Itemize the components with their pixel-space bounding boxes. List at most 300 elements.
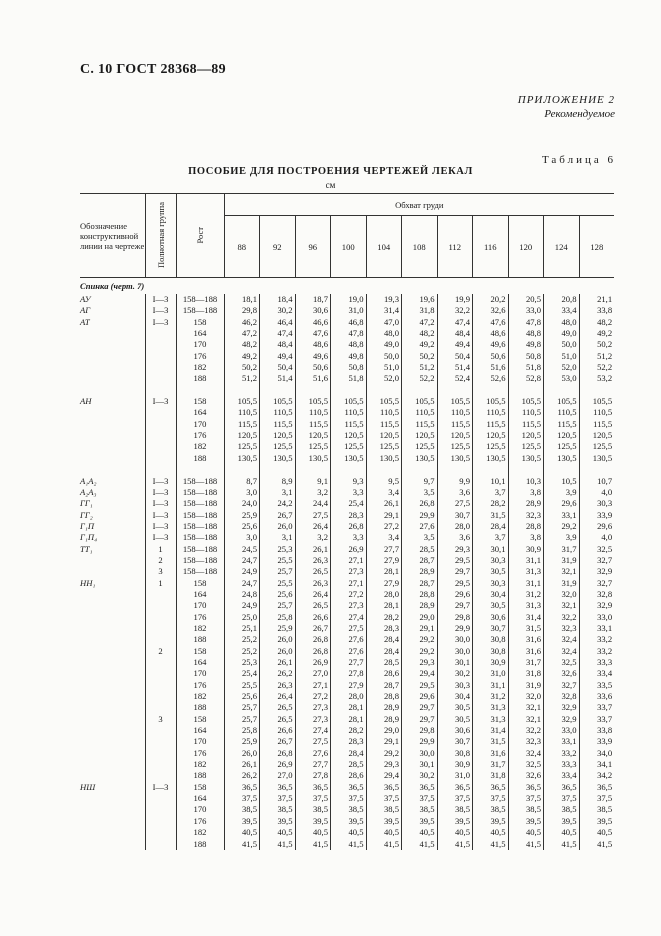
table-row	[80, 770, 614, 781]
cell-height	[176, 464, 224, 475]
cell-value: 37,5	[544, 793, 580, 804]
cell-value: 28,9	[508, 498, 544, 509]
cell-value: 10,5	[544, 476, 580, 487]
table-row	[80, 476, 614, 487]
cell-value: 32,5	[544, 657, 580, 668]
cell-value: 27,1	[331, 578, 367, 589]
cell-group	[145, 770, 176, 781]
cell-designation	[80, 770, 145, 781]
cell-value: 48,0	[366, 328, 402, 339]
cell-value: 32,0	[508, 691, 544, 702]
cell-height: 158—188	[176, 566, 224, 577]
cell-value: 31,3	[473, 714, 509, 725]
cell-value: 26,6	[295, 612, 331, 623]
cell-value: 50,6	[295, 362, 331, 373]
cell-height: 158	[176, 396, 224, 407]
cell-value: 38,5	[473, 804, 509, 815]
cell-group	[145, 668, 176, 679]
cell-value: 33,0	[544, 725, 580, 736]
cell-value: 19,0	[331, 294, 367, 305]
cell-group	[145, 725, 176, 736]
cell-value: 20,2	[473, 294, 509, 305]
cell-value: 49,6	[295, 351, 331, 362]
cell-group	[145, 839, 176, 850]
cell-value: 33,8	[579, 305, 614, 316]
cell-value: 18,7	[295, 294, 331, 305]
cell-value: 26,3	[295, 555, 331, 566]
cell-value: 50,2	[224, 362, 260, 373]
cell-value: 36,5	[473, 782, 509, 793]
cell-value: 29,7	[437, 600, 473, 611]
cell-height: 158	[176, 646, 224, 657]
cell-designation	[80, 464, 145, 475]
cell-value: 31,6	[508, 634, 544, 645]
cell-value: 27,2	[295, 691, 331, 702]
cell-value: 27,0	[295, 668, 331, 679]
cell-value: 47,8	[508, 317, 544, 328]
cell-value: 3,9	[544, 487, 580, 498]
cell-value: 37,5	[579, 793, 614, 804]
table-row	[80, 521, 614, 532]
cell-value: 25,0	[224, 612, 260, 623]
table-row	[80, 578, 614, 589]
cell-value: 27,7	[366, 544, 402, 555]
cell-height: 164	[176, 793, 224, 804]
table-row	[80, 566, 614, 577]
cell-value: 125,5	[295, 441, 331, 452]
cell-value: 37,5	[224, 793, 260, 804]
cell-value: 28,7	[402, 555, 438, 566]
cell-value: 50,2	[579, 339, 614, 350]
cell-value: 26,7	[260, 510, 296, 521]
table-row	[80, 804, 614, 815]
cell-value: 40,5	[579, 827, 614, 838]
cell-value: 115,5	[579, 419, 614, 430]
cell-value: 115,5	[331, 419, 367, 430]
cell-value	[366, 464, 402, 475]
cell-value: 28,2	[473, 498, 509, 509]
cell-value: 31,8	[473, 770, 509, 781]
cell-value	[224, 464, 260, 475]
cell-value: 48,2	[579, 317, 614, 328]
cell-value: 47,8	[331, 328, 367, 339]
cell-value: 24,4	[295, 498, 331, 509]
cell-value: 33,2	[579, 634, 614, 645]
section-title: Спинка (черт. 7)	[80, 281, 145, 291]
cell-value: 32,3	[544, 623, 580, 634]
cell-group	[145, 600, 176, 611]
table-row	[80, 532, 614, 543]
table-row	[80, 793, 614, 804]
cell-designation	[80, 725, 145, 736]
cell-value: 30,1	[437, 657, 473, 668]
cell-value: 29,0	[366, 725, 402, 736]
cell-value: 31,8	[402, 305, 438, 316]
cell-value: 28,1	[331, 702, 367, 713]
cell-value: 27,7	[331, 657, 367, 668]
table-row	[80, 305, 614, 316]
cell-value: 3,2	[295, 532, 331, 543]
cell-value: 25,8	[260, 612, 296, 623]
cell-value: 26,2	[260, 668, 296, 679]
cell-value: 120,5	[437, 430, 473, 441]
cell-height: 158	[176, 782, 224, 793]
cell-designation: НН₁	[80, 577, 96, 588]
cell-designation	[80, 759, 145, 770]
cell-value: 25,4	[331, 498, 367, 509]
cell-group: I—3	[145, 476, 176, 487]
cell-group: I—3	[145, 317, 176, 328]
cell-value: 28,0	[331, 691, 367, 702]
cell-value	[579, 464, 614, 475]
table-row	[80, 691, 614, 702]
cell-value: 105,5	[544, 396, 580, 407]
cell-height: 170	[176, 600, 224, 611]
cell-value	[224, 385, 260, 396]
cell-group	[145, 351, 176, 362]
cell-value: 33,3	[579, 657, 614, 668]
cell-height: 158—188	[176, 532, 224, 543]
cell-value: 28,4	[366, 646, 402, 657]
cell-value: 31,9	[508, 680, 544, 691]
cell-value: 31,3	[508, 566, 544, 577]
cell-value: 29,2	[402, 634, 438, 645]
cell-value: 105,5	[579, 396, 614, 407]
cell-value: 24,7	[224, 578, 260, 589]
cell-value: 26,8	[295, 646, 331, 657]
cell-value	[260, 385, 296, 396]
cell-designation	[80, 407, 145, 418]
cell-value: 115,5	[224, 419, 260, 430]
cell-height: 164	[176, 407, 224, 418]
table-row	[80, 339, 614, 350]
cell-value: 27,3	[331, 566, 367, 577]
cell-value: 28,9	[366, 702, 402, 713]
cell-group	[145, 430, 176, 441]
cell-value: 46,8	[331, 317, 367, 328]
cell-value: 41,5	[437, 839, 473, 850]
cell-value: 29,5	[437, 555, 473, 566]
cell-value: 30,0	[402, 748, 438, 759]
table-row	[80, 748, 614, 759]
cell-value: 115,5	[260, 419, 296, 430]
cell-value: 36,5	[224, 782, 260, 793]
table-row	[80, 657, 614, 668]
cell-value: 30,1	[473, 544, 509, 555]
header-chest-size: 88	[224, 216, 260, 278]
cell-value: 49,0	[544, 328, 580, 339]
cell-value: 31,2	[473, 691, 509, 702]
cell-height: 188	[176, 770, 224, 781]
cell-height: 170	[176, 736, 224, 747]
cell-value: 40,5	[331, 827, 367, 838]
cell-group: 3	[145, 714, 176, 725]
cell-designation	[80, 385, 145, 396]
cell-height: 158—188	[176, 305, 224, 316]
cell-value: 28,2	[366, 612, 402, 623]
cell-value: 120,5	[260, 430, 296, 441]
cell-value: 32,7	[544, 680, 580, 691]
cell-value: 32,4	[544, 646, 580, 657]
cell-value: 3,7	[473, 532, 509, 543]
cell-group	[145, 612, 176, 623]
cell-value: 25,6	[224, 521, 260, 532]
cell-value: 33,1	[544, 736, 580, 747]
cell-value: 26,1	[366, 498, 402, 509]
cell-value: 29,7	[402, 714, 438, 725]
cell-value: 25,8	[224, 725, 260, 736]
cell-value: 28,9	[402, 600, 438, 611]
cell-value: 26,8	[402, 498, 438, 509]
cell-value: 26,7	[260, 736, 296, 747]
cell-value: 40,5	[260, 827, 296, 838]
cell-value: 41,5	[544, 839, 580, 850]
cell-value: 31,9	[544, 578, 580, 589]
cell-value: 28,5	[402, 544, 438, 555]
cell-value: 33,2	[544, 748, 580, 759]
cell-value: 3,3	[331, 532, 367, 543]
cell-group: 2	[145, 646, 176, 657]
table-row	[80, 736, 614, 747]
cell-designation	[80, 362, 145, 373]
cell-value: 37,5	[508, 793, 544, 804]
cell-designation	[80, 793, 145, 804]
cell-value: 51,2	[224, 373, 260, 384]
cell-value	[402, 385, 438, 396]
cell-value: 25,5	[224, 680, 260, 691]
cell-value: 28,5	[366, 657, 402, 668]
cell-value: 32,1	[544, 600, 580, 611]
cell-height: 176	[176, 351, 224, 362]
cell-value: 47,6	[473, 317, 509, 328]
cell-value: 3,8	[508, 532, 544, 543]
cell-value: 47,4	[437, 317, 473, 328]
cell-value: 48,4	[437, 328, 473, 339]
cell-value: 26,5	[295, 600, 331, 611]
cell-value: 28,3	[366, 623, 402, 634]
cell-value: 27,3	[295, 702, 331, 713]
cell-value: 18,1	[224, 294, 260, 305]
cell-value: 31,5	[508, 623, 544, 634]
cell-value: 32,9	[544, 714, 580, 725]
table-row	[80, 317, 614, 328]
cell-value: 115,5	[508, 419, 544, 430]
cell-designation	[80, 714, 145, 725]
cell-value: 3,8	[508, 487, 544, 498]
cell-value: 49,4	[437, 339, 473, 350]
cell-value: 27,1	[295, 680, 331, 691]
cell-group	[145, 804, 176, 815]
table-row	[80, 464, 614, 475]
appendix-subtitle: Рекомендуемое	[544, 108, 615, 120]
cell-value: 28,8	[366, 691, 402, 702]
cell-height: 158—188	[176, 294, 224, 305]
cell-value: 25,7	[224, 714, 260, 725]
cell-value: 49,8	[331, 351, 367, 362]
cell-value: 30,3	[473, 578, 509, 589]
cell-value: 26,3	[295, 578, 331, 589]
cell-value: 105,5	[437, 396, 473, 407]
cell-value: 30,3	[473, 555, 509, 566]
table-row	[80, 430, 614, 441]
table-row	[80, 396, 614, 407]
cell-value: 105,5	[331, 396, 367, 407]
cell-value: 28,6	[331, 770, 367, 781]
cell-value: 32,2	[437, 305, 473, 316]
cell-value: 3,3	[331, 487, 367, 498]
cell-value: 24,8	[224, 589, 260, 600]
cell-value: 32,4	[508, 748, 544, 759]
cell-value: 31,6	[508, 646, 544, 657]
cell-value: 48,8	[331, 339, 367, 350]
cell-value: 30,2	[437, 668, 473, 679]
cell-value: 105,5	[473, 396, 509, 407]
cell-value: 25,6	[224, 691, 260, 702]
cell-value: 32,6	[508, 770, 544, 781]
table-row	[80, 827, 614, 838]
cell-value: 110,5	[402, 407, 438, 418]
cell-value: 52,0	[544, 362, 580, 373]
cell-value: 25,2	[224, 646, 260, 657]
cell-group	[145, 589, 176, 600]
cell-value: 26,0	[260, 521, 296, 532]
cell-designation	[80, 419, 145, 430]
cell-value: 29,7	[402, 702, 438, 713]
cell-value: 31,4	[366, 305, 402, 316]
cell-value: 25,2	[224, 634, 260, 645]
cell-value: 31,0	[331, 305, 367, 316]
cell-value: 120,5	[295, 430, 331, 441]
cell-height: 158—188	[176, 498, 224, 509]
cell-value: 29,6	[579, 521, 614, 532]
cell-value: 125,5	[473, 441, 509, 452]
cell-value: 36,5	[508, 782, 544, 793]
cell-value: 120,5	[508, 430, 544, 441]
cell-value: 37,5	[260, 793, 296, 804]
cell-value: 31,7	[473, 759, 509, 770]
cell-value: 28,2	[331, 725, 367, 736]
cell-value: 29,1	[366, 510, 402, 521]
cell-value: 49,2	[579, 328, 614, 339]
cell-value: 30,7	[473, 623, 509, 634]
cell-value: 26,4	[295, 589, 331, 600]
cell-designation: ТТ₁	[80, 543, 93, 554]
cell-value: 25,7	[260, 600, 296, 611]
cell-value: 30,2	[402, 770, 438, 781]
cell-value: 30,9	[437, 759, 473, 770]
cell-height	[176, 385, 224, 396]
cell-value: 32,5	[508, 759, 544, 770]
cell-value: 19,6	[402, 294, 438, 305]
cell-designation: НШ	[80, 781, 96, 792]
cell-value: 3,9	[544, 532, 580, 543]
cell-value: 29,2	[366, 748, 402, 759]
cell-value: 52,6	[473, 373, 509, 384]
cell-value: 40,5	[544, 827, 580, 838]
cell-value: 47,2	[224, 328, 260, 339]
table-row	[80, 725, 614, 736]
cell-group: I—3	[145, 521, 176, 532]
cell-value: 33,1	[579, 623, 614, 634]
cell-value	[508, 464, 544, 475]
cell-value: 51,2	[402, 362, 438, 373]
cell-value	[295, 385, 331, 396]
cell-value: 32,1	[508, 714, 544, 725]
cell-group	[145, 339, 176, 350]
cell-group	[145, 691, 176, 702]
cell-value: 46,2	[224, 317, 260, 328]
cell-value: 27,5	[437, 498, 473, 509]
cell-value: 25,5	[260, 578, 296, 589]
table-row	[80, 782, 614, 793]
data-table	[80, 193, 614, 850]
cell-designation	[80, 657, 145, 668]
cell-designation: ГГ₂	[80, 509, 93, 520]
cell-value: 29,1	[366, 736, 402, 747]
cell-value: 29,8	[402, 725, 438, 736]
cell-value: 30,0	[437, 646, 473, 657]
cell-value	[437, 385, 473, 396]
cell-value: 53,2	[579, 373, 614, 384]
cell-height: 158	[176, 578, 224, 589]
cell-value: 41,5	[402, 839, 438, 850]
cell-value: 30,6	[295, 305, 331, 316]
cell-value: 30,5	[437, 702, 473, 713]
cell-value: 31,3	[473, 702, 509, 713]
cell-value: 115,5	[402, 419, 438, 430]
cell-value: 3,4	[366, 532, 402, 543]
cell-value: 38,5	[544, 804, 580, 815]
cell-value: 30,5	[473, 566, 509, 577]
cell-value: 34,2	[579, 770, 614, 781]
cell-designation	[80, 351, 145, 362]
cell-group	[145, 464, 176, 475]
cell-value: 40,5	[508, 827, 544, 838]
cell-value: 4,0	[579, 487, 614, 498]
cell-value: 130,5	[366, 453, 402, 464]
cell-height: 164	[176, 725, 224, 736]
cell-value: 48,4	[260, 339, 296, 350]
cell-value: 24,0	[224, 498, 260, 509]
cell-value: 105,5	[224, 396, 260, 407]
cell-value: 29,4	[366, 770, 402, 781]
cell-value: 110,5	[366, 407, 402, 418]
cell-value: 28,7	[402, 578, 438, 589]
cell-value: 28,4	[331, 748, 367, 759]
cell-value: 36,5	[544, 782, 580, 793]
cell-value: 26,0	[224, 748, 260, 759]
cell-group	[145, 362, 176, 373]
cell-value: 8,9	[260, 476, 296, 487]
cell-group	[145, 657, 176, 668]
cell-value: 115,5	[366, 419, 402, 430]
cell-value: 47,6	[295, 328, 331, 339]
cell-value: 3,6	[437, 532, 473, 543]
cell-value: 32,6	[473, 305, 509, 316]
cell-designation	[80, 612, 145, 623]
cell-designation	[80, 827, 145, 838]
cell-value: 32,1	[508, 702, 544, 713]
cell-value: 36,5	[437, 782, 473, 793]
cell-designation	[80, 589, 145, 600]
cell-value: 37,5	[437, 793, 473, 804]
cell-value: 39,5	[402, 816, 438, 827]
cell-value: 25,3	[224, 657, 260, 668]
cell-value: 32,9	[579, 566, 614, 577]
cell-designation: АУ	[80, 294, 91, 304]
cell-height: 176	[176, 748, 224, 759]
header-group: Полнотная группа	[145, 194, 176, 278]
